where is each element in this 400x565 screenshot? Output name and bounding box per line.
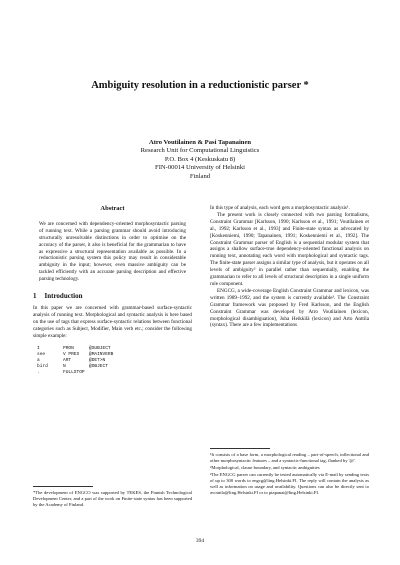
section-number: 1: [33, 292, 37, 301]
abstract-heading: Abstract: [100, 205, 125, 212]
author-block: [40, 139, 360, 181]
introduction-paragraph: In this paper we are concerned with grammar-based surface-syntactic analysis of running text. Morphological and syntactic analysis is here based on the use of tags that express surface-syntactic relations between functional categories such as Subject, Modifier, Main verb etc.; consider the following simple example:: [33, 304, 192, 339]
footnote-3: ³The ENGCG parser can currently be tested automatically via E-mail by sending texts of up to 300 words to engcg@ling.Helsinki.FI. The reply will contain the analysis as well as information on usage and availability. Questions can also be directly sent to avoutila@ling.Helsinki.FI or to ptapanai@ling.Helsinki.FI.: [210, 472, 369, 495]
author-country: Finland: [189, 172, 211, 180]
body-paragraph: The present work is closely connected with two parsing formalisms, Constraint Grammar [Karlsson, 1990; Karlsson et al., 1991; Voutilainen et al., 1992; Karlsson et al., 1993] and Finite-state syntax as advocated by [Koskenniemi, 1990; Tapanainen, 1991; Koskenniemi et al., 1992]. The Constraint Grammar parser of English is a sequential modular system that assigns a shallow surface-true dependency-oriented functional analysis on running text, annotating each word with morphological and syntactic tags. The finite-state parser assigns a similar type of analysis, but it operates on all levels of ambiguity² in parallel rather than sequentially, enabling the grammarian to refer to all levels of structural description in a single uniform rule component.: [210, 211, 369, 287]
example-row: . FULLSTOP: [37, 370, 85, 376]
paper-title: Ambiguity resolution in a reductionistic parser *: [91, 80, 309, 91]
body-paragraph: ENGCG, a wide-coverage English Constraint Grammar and lexicon, was written 1989–1992, and the system is currently available³. The Constraint Grammar framework was proposed by Fred Karlsson, and the English Constraint Grammar was developed by Atro Voutilainen (lexicon, morphological disambiguation), Juha Heikkilä (lexicon) and Arto Anttila (syntax). There are a few implementations: [210, 287, 369, 329]
abstract-text: We are concerned with dependency-oriented morphosyntactic parsing of running text. While a parsing grammar should avoid introducing structurally unresolvable distinctions in order to optimise on the accuracy of the parser, it also is beneficial for the grammarian to have as expressive a structural representation available as possible. In a reductionistic parsing system this policy may result in considerable ambiguity in the input; however, even massive ambiguity can be tackled efficiently with an accurate parsing description and effective parsing technology.: [39, 220, 186, 283]
left-column: [33, 206, 192, 377]
page-number: 394: [195, 538, 205, 544]
author-address-line-1: P.O. Box 4 (Keskuskatu 8): [164, 155, 236, 163]
section-heading: [33, 293, 192, 300]
footnote-rule: [33, 486, 93, 487]
footnote-left: [33, 486, 192, 508]
author-names: Atro Voutilainen & Pasi Tapanainen: [148, 139, 252, 146]
example-row: see V PRES @MAINVERB: [37, 351, 114, 357]
footnote-rule: [210, 448, 270, 449]
section-title: Introduction: [44, 292, 83, 301]
example-analysis: [37, 346, 192, 377]
right-column: [210, 205, 369, 329]
author-affiliation: Research Unit for Computational Linguistics: [140, 147, 260, 155]
example-row: bird N @OBJECT: [37, 364, 108, 370]
footnote-1: ¹It consists of a base form, a morphological reading – part-of-speech, inflectional and other morphosyntactic features – and a syntactic-functional tag, flanked by '@'.: [210, 452, 369, 463]
body-paragraph: In this type of analysis, each word gets a morphosyntactic analysis¹.: [210, 205, 350, 211]
footnote-star: *The development of ENGCO was supported by TEKES, the Finnish Technological Development Center, and a part of the work on Finite-state syntax has been supported by the Academy of Finland.: [33, 490, 192, 507]
author-address-line-2: FIN-00014 University of Helsinki: [155, 164, 245, 172]
example-row: a ART @DET>N: [37, 357, 106, 363]
example-row: I PRON @SUBJECT: [37, 345, 111, 351]
footnote-2: ²Morphological, clause boundary, and syntactic ambiguities: [210, 465, 320, 470]
footnotes-right: [210, 448, 369, 497]
